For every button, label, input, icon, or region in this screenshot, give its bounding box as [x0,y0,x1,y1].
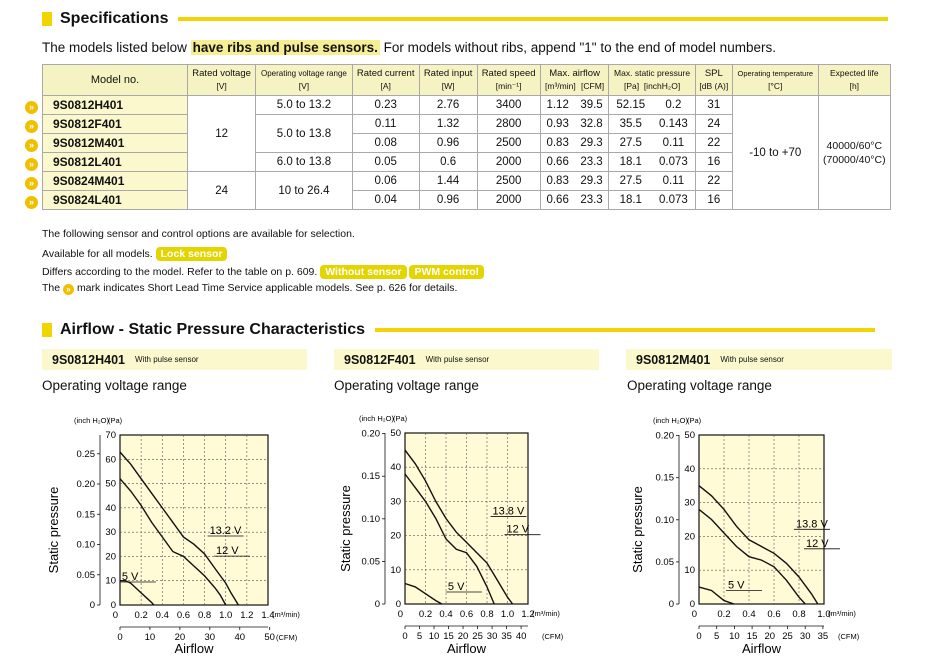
speed-cell: 2000 [477,153,540,172]
y-tick-pa: 0 [110,600,116,611]
y-tick-inch: 0.20 [361,428,380,440]
model-cell: 9S0812F401 [43,115,188,134]
speed-cell: 3400 [477,96,540,115]
cfm-tick-label: 30 [799,631,811,642]
y-tick-pa: 10 [390,564,401,576]
y-tick-pa: 40 [105,502,116,514]
pressure-pa-cell: 27.5 [609,172,652,191]
x-tick-label: 0.4 [742,609,756,620]
x-tick-label: 1.2 [240,610,254,621]
y-axis-title: Static pressure [46,486,61,574]
pressure-pa-cell: 52.15 [609,96,652,115]
x-unit-cfm: (CFM) [838,632,860,641]
series-label: 5 V [121,571,139,583]
x-tick-zero: 0 [112,610,118,621]
specifications-title: Specifications [60,10,169,27]
input-cell: 2.76 [419,96,477,115]
header-max-static-pressure: Max. static pressure [Pa] [inchH₂O] [609,65,695,96]
y-tick-pa: 50 [105,478,116,490]
cfm-tick-label: 0 [402,631,408,642]
input-cell: 1.44 [419,172,477,191]
intro-highlight: have ribs and pulse sensors. [192,40,378,55]
model-cell: 9S0812H401 [43,96,188,115]
airflow-m3-cell: 1.12 [540,96,574,115]
x-unit-m3: (m³/min) [828,609,856,618]
y-tick-pa: 30 [684,497,695,509]
x-tick-label: 1.4 [261,610,275,621]
cfm-tick-label: 20 [174,632,186,643]
x-tick-label: 1.0 [500,609,515,620]
cfm-tick-label: 5 [714,631,720,642]
chart-2-subtitle: Operating voltage range [334,378,479,393]
y-tick-pa: 0 [395,599,401,610]
x-tick-label: 0.4 [439,609,453,620]
x-tick-label: 0.6 [176,610,191,621]
airflow-chart-h401 [38,405,308,657]
pressure-inch-cell: 0.11 [652,172,695,191]
x-tick-zero: 0 [691,609,697,620]
spl-cell: 31 [695,96,732,115]
current-cell: 0.06 [352,172,419,191]
cfm-tick-label: 20 [457,631,469,642]
series-label: 12 V [216,545,239,558]
model-cell: 9S0824L401 [43,191,188,210]
x-tick-zero: 0 [397,609,403,620]
cfm-tick-label: 35 [501,631,512,642]
table-row [43,96,891,115]
pressure-pa-cell: 18.1 [609,191,652,210]
cfm-tick-label: 5 [416,631,423,642]
y-tick-pa: 0 [689,599,695,610]
current-cell: 0.05 [352,153,419,172]
op-voltage-cell: 6.0 to 13.8 [256,153,352,172]
x-axis-title: Airflow [741,641,782,656]
series-label: 5 V [447,581,465,593]
cfm-tick-label: 40 [234,632,246,643]
y-tick-inch: 0.05 [655,556,674,568]
airflow-m3-cell: 0.83 [540,134,574,153]
expected-life-cell: 40000/60°C (70000/40°C) [818,96,890,210]
op-voltage-cell: 5.0 to 13.2 [256,96,352,115]
header-operating-voltage: Operating voltage range [V] [256,65,352,96]
pressure-inch-cell: 0.11 [652,134,695,153]
y-tick-inch: 0.15 [655,472,674,484]
rated-voltage-cell: 12 [188,96,256,172]
y-tick-pa: 30 [390,496,401,508]
cfm-tick-label: 50 [264,632,275,643]
current-cell: 0.23 [352,96,419,115]
x-tick-label: 0.2 [134,610,148,621]
heading-rule [375,328,875,332]
pwm-control-pill: PWM control [409,265,483,279]
cfm-tick-label: 20 [764,631,776,642]
y-tick-inch: 0 [89,600,95,611]
y-unit-inch: (inch H₂O) [359,414,394,423]
x-axis-title: Airflow [446,641,487,656]
y-tick-pa: 20 [684,531,695,543]
y-tick-inch: 0.10 [655,514,674,526]
pressure-pa-cell: 35.5 [609,115,652,134]
cfm-tick-label: 10 [428,631,440,642]
rated-voltage-cell: 24 [188,172,256,210]
pressure-inch-cell: 0.143 [652,115,695,134]
y-unit-inch: (inch H₂O) [74,416,109,425]
y-tick-inch: 0 [668,599,674,610]
chart-3-subtitle: Operating voltage range [627,378,772,393]
input-cell: 0.6 [419,153,477,172]
spl-cell: 16 [695,191,732,210]
airflow-m3-cell: 0.93 [540,115,574,134]
y-tick-pa: 30 [105,527,116,539]
y-tick-pa: 40 [684,463,695,475]
header-rated-voltage: Rated voltage [V] [188,65,256,96]
airflow-m3-cell: 0.66 [540,191,574,210]
note-all-models: Available for all models. Lock sensor [42,247,227,261]
y-unit-pa: (Pa) [108,416,123,425]
short-lead-mark-icon: » [25,196,38,209]
pressure-inch-cell: 0.2 [652,96,695,115]
y-tick-inch: 0.05 [76,569,95,581]
note-mark: The » mark indicates Short Lead Time Service applicable models. See p. 626 for details. [42,282,458,294]
speed-cell: 2500 [477,172,540,191]
y-tick-pa: 60 [105,454,116,466]
y-tick-inch: 0.10 [76,539,95,551]
header-operating-temperature: Operating temperature [°C] [732,65,818,96]
y-tick-pa: 20 [105,551,116,563]
series-label: 13.8 V [796,518,828,531]
cfm-tick-label: 35 [817,631,829,642]
table-header-row [43,65,891,96]
specifications-table [42,64,891,210]
pressure-pa-cell: 27.5 [609,134,652,153]
y-tick-pa: 50 [390,428,401,439]
x-tick-label: 0.4 [155,610,169,621]
short-lead-mark-icon: » [25,158,38,171]
spl-cell: 16 [695,153,732,172]
chart-3-model-label: 9S0812M401 With pulse sensor [626,349,892,370]
y-unit-pa: (Pa) [393,414,408,423]
cfm-tick-label: 15 [443,631,454,642]
cfm-tick-label: 25 [782,631,793,642]
y-tick-inch: 0.20 [76,479,95,491]
spl-cell: 22 [695,134,732,153]
x-tick-label: 0.2 [418,609,433,620]
airflow-chart-m401 [622,405,892,657]
series-label: 13.2 V [209,525,242,537]
cfm-tick-label: 0 [696,631,702,642]
model-cell: 9S0824M401 [43,172,188,191]
x-tick-label: 1.0 [817,609,831,620]
cfm-tick-label: 10 [729,631,740,642]
note-differs: Differs according to the model. Refer to the table on p. 609. Without sensor PWM control [42,265,484,279]
series-label: 12 V [506,523,530,536]
y-tick-inch: 0.15 [361,471,380,483]
heading-marker [42,323,52,337]
y-axis-title: Static pressure [338,485,353,572]
airflow-title: Airflow - Static Pressure Characteristics [60,321,366,338]
y-tick-pa: 50 [684,430,695,441]
spl-cell: 24 [695,115,732,134]
spl-cell: 22 [695,172,732,191]
y-tick-inch: 0.25 [76,448,95,460]
intro-post: For models without ribs, append "1" to the end of model numbers. [379,40,776,55]
model-cell: 9S0812L401 [43,153,188,172]
cfm-tick-label: 30 [204,632,216,643]
intro-text [42,40,776,55]
y-unit-pa: (Pa) [687,416,702,425]
plot-area [120,435,268,605]
cfm-tick-label: 30 [486,631,498,642]
x-axis-title: Airflow [174,641,214,656]
speed-cell: 2800 [477,115,540,134]
y-tick-pa: 10 [105,575,116,587]
x-tick-label: 0.8 [792,609,806,620]
airflow-heading [42,319,892,341]
airflow-chart-f401 [330,405,600,657]
input-cell: 0.96 [419,134,477,153]
speed-cell: 2000 [477,191,540,210]
input-cell: 0.96 [419,191,477,210]
without-sensor-pill: Without sensor [320,265,406,279]
op-voltage-cell: 5.0 to 13.8 [256,115,352,153]
specifications-heading [42,8,892,30]
chart-2-model-label: 9S0812F401 With pulse sensor [334,349,599,370]
x-tick-label: 0.6 [459,609,474,620]
short-lead-mark-icon: » [25,101,38,114]
heading-marker [42,12,52,26]
x-unit-m3: (m³/min) [272,610,300,619]
header-rated-speed: Rated speed [min⁻¹] [477,65,540,96]
cfm-tick-label: 0 [117,632,123,643]
header-model: Model no. [43,65,188,96]
current-cell: 0.08 [352,134,419,153]
lock-sensor-pill: Lock sensor [156,247,228,261]
model-cell: 9S0812M401 [43,134,188,153]
y-tick-inch: 0.20 [655,430,674,442]
series-label: 13.8 V [492,505,525,518]
cfm-tick-label: 25 [472,631,483,642]
heading-rule [178,17,888,21]
x-tick-label: 0.6 [767,609,781,620]
header-max-airflow: Max. airflow [m³/min] [CFM] [540,65,609,96]
y-tick-inch: 0.15 [76,509,95,521]
y-tick-inch: 0.05 [361,556,380,568]
header-rated-current: Rated current [A] [352,65,419,96]
airflow-cfm-cell: 29.3 [575,134,609,153]
short-lead-mark-icon: » [25,177,38,190]
short-lead-mark-icon: » [25,139,38,152]
note-options: The following sensor and control options are available for selection. [42,228,355,240]
cfm-tick-label: 15 [746,631,758,642]
y-tick-inch: 0.10 [361,513,380,525]
x-tick-label: 0.2 [717,609,731,620]
y-tick-pa: 70 [105,430,116,441]
x-tick-label: 0.8 [197,610,212,621]
y-unit-inch: (inch H₂O) [653,416,688,425]
y-axis-title: Static pressure [630,486,645,573]
op-voltage-cell: 10 to 26.4 [256,172,352,210]
airflow-cfm-cell: 23.3 [575,191,609,210]
series-label: 5 V [728,579,745,592]
airflow-cfm-cell: 29.3 [575,172,609,191]
x-tick-label: 1.2 [521,609,535,620]
airflow-cfm-cell: 32.8 [575,115,609,134]
chart-1-model-label: 9S0812H401 With pulse sensor [42,349,307,370]
op-temp-cell: -10 to +70 [732,96,818,210]
x-unit-m3: (m³/min) [532,609,560,618]
y-tick-pa: 10 [684,565,695,577]
pressure-inch-cell: 0.073 [652,153,695,172]
header-rated-input: Rated input [W] [419,65,477,96]
x-unit-cfm: (CFM) [276,633,298,642]
current-cell: 0.11 [352,115,419,134]
cfm-tick-label: 40 [515,631,527,642]
x-unit-cfm: (CFM) [542,632,564,641]
short-lead-mark-icon: » [25,120,38,133]
airflow-m3-cell: 0.83 [540,172,574,191]
x-tick-label: 1.0 [219,610,233,621]
series-label: 12 V [806,537,829,550]
pressure-pa-cell: 18.1 [609,153,652,172]
pressure-inch-cell: 0.073 [652,191,695,210]
y-tick-inch: 0 [374,599,380,610]
airflow-m3-cell: 0.66 [540,153,574,172]
speed-cell: 2500 [477,134,540,153]
airflow-cfm-cell: 23.3 [575,153,609,172]
y-tick-pa: 20 [390,530,401,542]
cfm-tick-label: 10 [144,632,156,643]
short-lead-mark-icon: » [63,284,74,295]
x-tick-label: 0.8 [480,609,494,620]
header-spl: SPL [dB (A)] [695,65,732,96]
input-cell: 1.32 [419,115,477,134]
header-expected-life: Expected life [h] [818,65,890,96]
intro-pre: The models listed below [42,40,191,55]
y-tick-pa: 40 [390,462,401,474]
current-cell: 0.04 [352,191,419,210]
chart-1-subtitle: Operating voltage range [42,378,187,393]
airflow-cfm-cell: 39.5 [575,96,609,115]
